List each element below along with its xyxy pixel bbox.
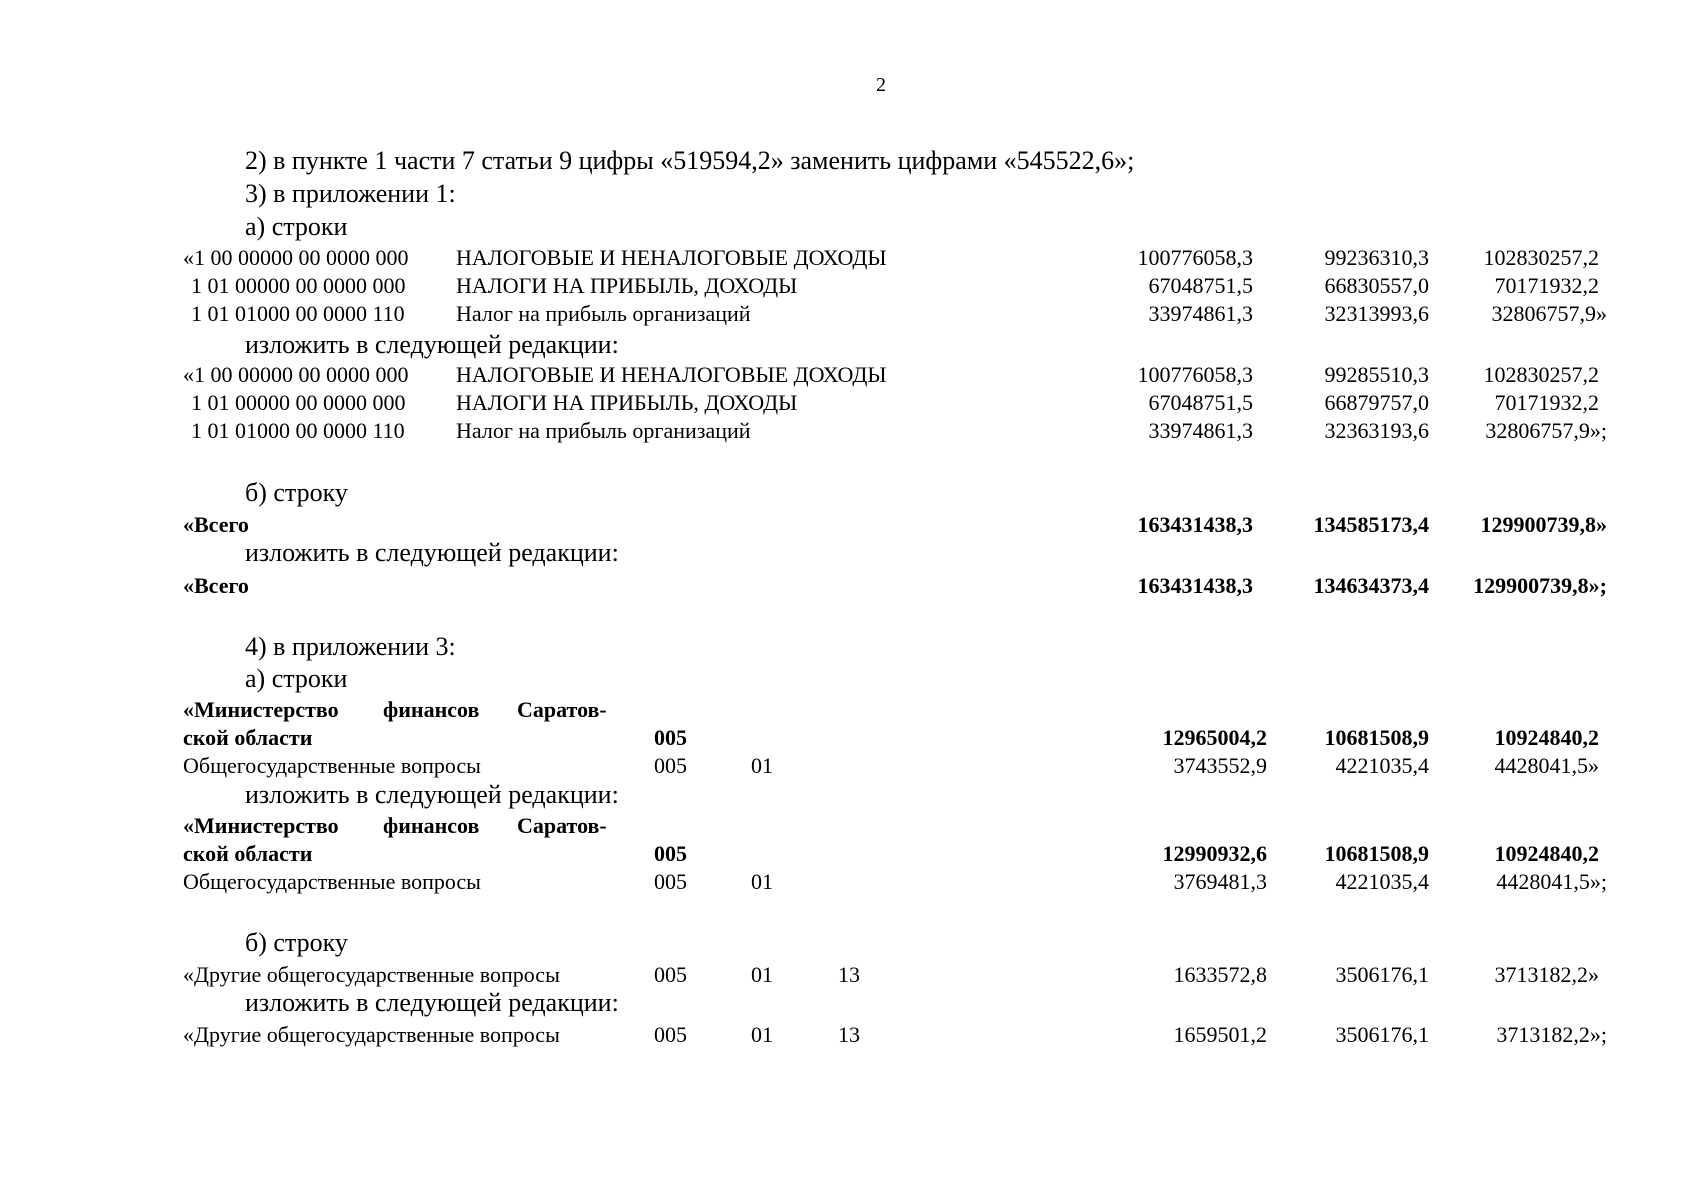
row-subsection: 13 — [838, 1022, 860, 1047]
row-value-2: 32363193,6 — [1324, 418, 1429, 443]
total-value-1: 163431438,3 — [1137, 573, 1253, 598]
paragraph-3b-new: изложить в следующей редакции: — [245, 538, 619, 567]
ministry-name-word: Саратов- — [517, 813, 607, 838]
row-section: 01 — [751, 962, 773, 987]
ministry-code: 005 — [654, 725, 687, 750]
row-value-2: 3506176,1 — [1335, 962, 1429, 987]
row-code: «1 00 00000 00 0000 000 — [183, 362, 409, 387]
total-value-2: 134585173,4 — [1313, 512, 1429, 537]
total-value-1: 163431438,3 — [1137, 512, 1253, 537]
row-code: 1 01 00000 00 0000 000 — [191, 273, 406, 298]
row-code: 1 01 01000 00 0000 110 — [191, 418, 405, 443]
row-value-3: 70171932,2 — [1494, 273, 1599, 298]
row-value-3: 32806757,9»; — [1485, 418, 1607, 443]
row-value-1: 33974861,3 — [1148, 301, 1253, 326]
row-value-3: 102830257,2 — [1483, 362, 1599, 387]
row-value-2: 66830557,0 — [1324, 273, 1429, 298]
paragraph-3a: а) строки — [245, 212, 348, 241]
paragraph-4a: а) строки — [245, 664, 348, 693]
ministry-value-1: 12990932,6 — [1162, 841, 1267, 866]
ministry-name-word: финансов — [383, 697, 480, 722]
ministry-name-word: Саратов- — [517, 697, 607, 722]
ministry-name-word: «Министерство — [183, 697, 339, 722]
row-name: «Другие общегосударственные вопросы — [183, 1022, 560, 1047]
ministry-name-line2: ской области — [183, 841, 313, 866]
total-value-3: 129900739,8» — [1480, 512, 1607, 537]
row-value-2: 66879757,0 — [1324, 390, 1429, 415]
paragraph-3b: б) строку — [245, 478, 348, 507]
paragraph-4a-new: изложить в следующей редакции: — [245, 780, 619, 809]
row-value-1: 67048751,5 — [1148, 390, 1253, 415]
row-name: «Другие общегосударственные вопросы — [183, 962, 560, 987]
row-value-1: 100776058,3 — [1137, 362, 1253, 387]
paragraph-3a-new: изложить в следующей редакции: — [245, 330, 619, 359]
total-label: «Всего — [183, 512, 249, 537]
row-code: 1 01 00000 00 0000 000 — [191, 390, 406, 415]
row-value-2: 32313993,6 — [1324, 301, 1429, 326]
ministry-name-line2: ской области — [183, 725, 313, 750]
total-value-3: 129900739,8»; — [1473, 573, 1607, 598]
row-value-3: 4428041,5»; — [1496, 869, 1607, 894]
row-section: 01 — [751, 753, 773, 778]
paragraph-4: 4) в приложении 3: — [245, 632, 456, 661]
row-code: 005 — [654, 869, 687, 894]
row-value-3: 3713182,2»; — [1496, 1022, 1607, 1047]
ministry-value-1: 12965004,2 — [1162, 725, 1267, 750]
row-code: 1 01 01000 00 0000 110 — [191, 301, 405, 326]
row-name: НАЛОГИ НА ПРИБЫЛЬ, ДОХОДЫ — [456, 390, 798, 415]
row-value-3: 4428041,5» — [1494, 753, 1599, 778]
row-code: «1 00 00000 00 0000 000 — [183, 245, 409, 270]
page-number: 2 — [876, 74, 886, 96]
row-name: НАЛОГОВЫЕ И НЕНАЛОГОВЫЕ ДОХОДЫ — [456, 362, 887, 387]
row-value-1: 100776058,3 — [1137, 245, 1253, 270]
row-value-2: 4221035,4 — [1335, 753, 1429, 778]
ministry-value-3: 10924840,2 — [1494, 841, 1599, 866]
row-value-1: 3769481,3 — [1173, 869, 1267, 894]
row-value-3: 3713182,2» — [1494, 962, 1599, 987]
total-value-2: 134634373,4 — [1313, 573, 1429, 598]
row-value-2: 99285510,3 — [1324, 362, 1429, 387]
ministry-code: 005 — [654, 841, 687, 866]
row-name: НАЛОГИ НА ПРИБЫЛЬ, ДОХОДЫ — [456, 273, 798, 298]
row-value-1: 67048751,5 — [1148, 273, 1253, 298]
ministry-name-word: «Министерство — [183, 813, 339, 838]
row-section: 01 — [751, 1022, 773, 1047]
ministry-value-2: 10681508,9 — [1324, 725, 1429, 750]
ministry-name-word: финансов — [383, 813, 480, 838]
row-value-3: 70171932,2 — [1494, 390, 1599, 415]
row-code: 005 — [654, 962, 687, 987]
row-value-3: 32806757,9» — [1491, 301, 1607, 326]
row-code: 005 — [654, 1022, 687, 1047]
row-value-1: 3743552,9 — [1173, 753, 1267, 778]
row-section: 01 — [751, 869, 773, 894]
total-label: «Всего — [183, 573, 249, 598]
row-code: 005 — [654, 753, 687, 778]
row-subsection: 13 — [838, 962, 860, 987]
row-name: Общегосударственные вопросы — [183, 869, 481, 894]
paragraph-3: 3) в приложении 1: — [245, 179, 456, 208]
row-name: Налог на прибыль организаций — [456, 418, 751, 443]
row-value-1: 1659501,2 — [1173, 1022, 1267, 1047]
row-name: НАЛОГОВЫЕ И НЕНАЛОГОВЫЕ ДОХОДЫ — [456, 245, 887, 270]
paragraph-2: 2) в пункте 1 части 7 статьи 9 цифры «519594,2» заменить цифрами «545522,6»; — [245, 146, 1135, 175]
paragraph-4b-new: изложить в следующей редакции: — [245, 988, 619, 1017]
row-value-1: 33974861,3 — [1148, 418, 1253, 443]
ministry-value-3: 10924840,2 — [1494, 725, 1599, 750]
row-name: Общегосударственные вопросы — [183, 753, 481, 778]
row-value-2: 99236310,3 — [1324, 245, 1429, 270]
ministry-value-2: 10681508,9 — [1324, 841, 1429, 866]
row-value-1: 1633572,8 — [1173, 962, 1267, 987]
row-name: Налог на прибыль организаций — [456, 301, 751, 326]
paragraph-4b: б) строку — [245, 928, 348, 957]
row-value-2: 4221035,4 — [1335, 869, 1429, 894]
row-value-2: 3506176,1 — [1335, 1022, 1429, 1047]
row-value-3: 102830257,2 — [1483, 245, 1599, 270]
